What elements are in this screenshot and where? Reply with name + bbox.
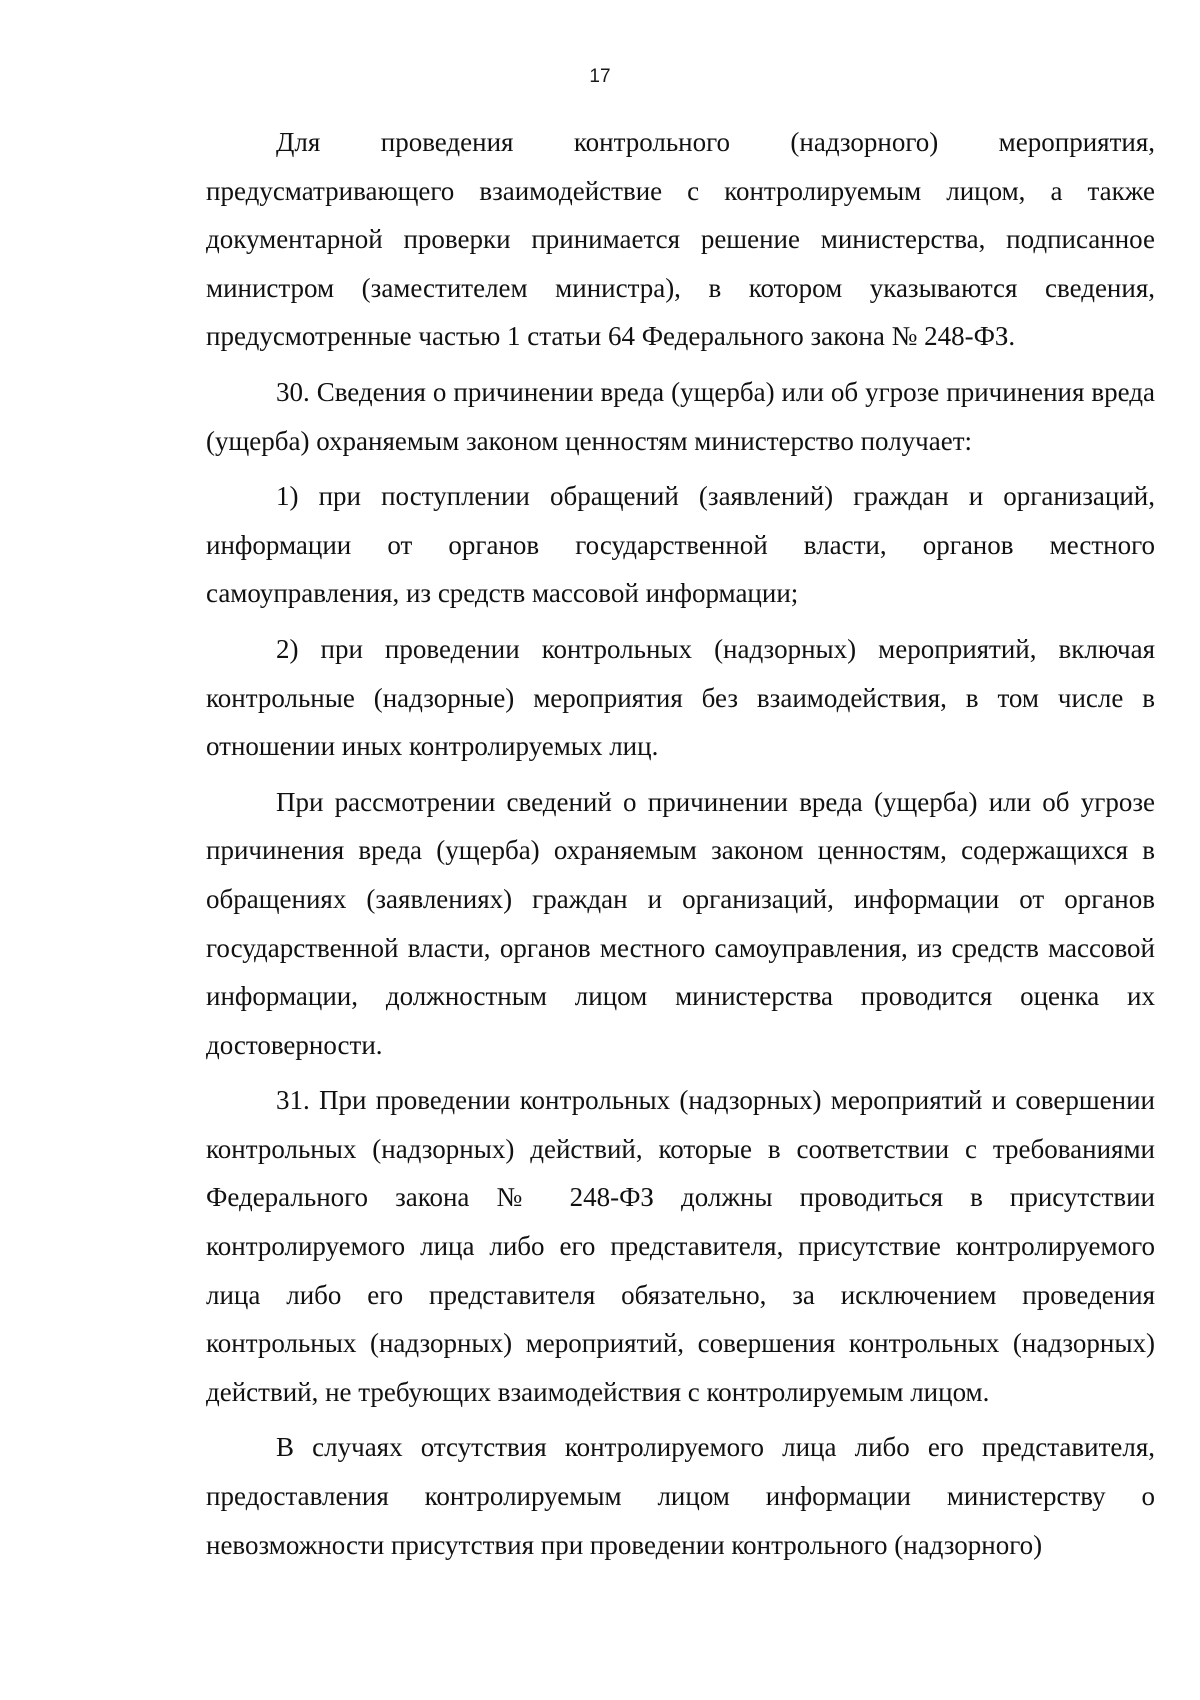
page-number: 17 — [589, 66, 611, 87]
paragraph-absence-cases: В случаях отсутствия контролируемого лица либо его представителя, предоставления контролируемым лицом информации министерству о невозможности присутствия при проведении контрольного (надзорного) — [206, 1432, 1155, 1560]
paragraph-decision-requirements: Для проведения контрольного (надзорного) мероприятия, предусматривающего взаимодействие с контролируемым лицом, а также документарной проверки принимается решение министерства, подписанное министром (заместителем министра), в котором указываются сведения, предусмотренные частью 1 статьи 64 Федерального закона № 248-ФЗ. — [206, 127, 1155, 352]
paragraph-reliability-assessment: При рассмотрении сведений о причинении вреда (ущерба) или об угрозе причинения вреда (ущерба) охраняемым законом ценностям, содержащихся в обращениях (заявлениях) граждан и организаций, информации от органов государственной власти, органов местного самоуправления, из средств массовой информации, должностным лицом министерства проводится оценка их достоверности. — [206, 786, 1155, 1060]
paragraph-subitem-1: 1) при поступлении обращений (заявлений) граждан и организаций, информации от органов государственной власти, органов местного самоуправления, из средств массовой информации; — [206, 481, 1155, 609]
paragraph-item-30: 30. Сведения о причинении вреда (ущерба) или об угрозе причинения вреда (ущерба) охраняемым законом ценностям министерство получает: — [206, 376, 1155, 456]
paragraph-item-31: 31. При проведении контрольных (надзорных) мероприятий и совершении контрольных (надзорных) действий, которые в соответствии с требованиями Федерального закона № 248-ФЗ должны проводиться в присутствии контролируемого лица либо его представителя, присутствие контролируемого лица либо его представителя обязательно, за исключением проведения контрольных (надзорных) мероприятий, совершения контрольных (надзорных) действий, не требующих взаимодействия с контролируемым лицом. — [206, 1085, 1155, 1407]
paragraph-subitem-2: 2) при проведении контрольных (надзорных) мероприятий, включая контрольные (надзорные) мероприятия без взаимодействия, в том числе в отношении иных контролируемых лиц. — [206, 633, 1155, 762]
document-body — [206, 118, 1155, 1569]
